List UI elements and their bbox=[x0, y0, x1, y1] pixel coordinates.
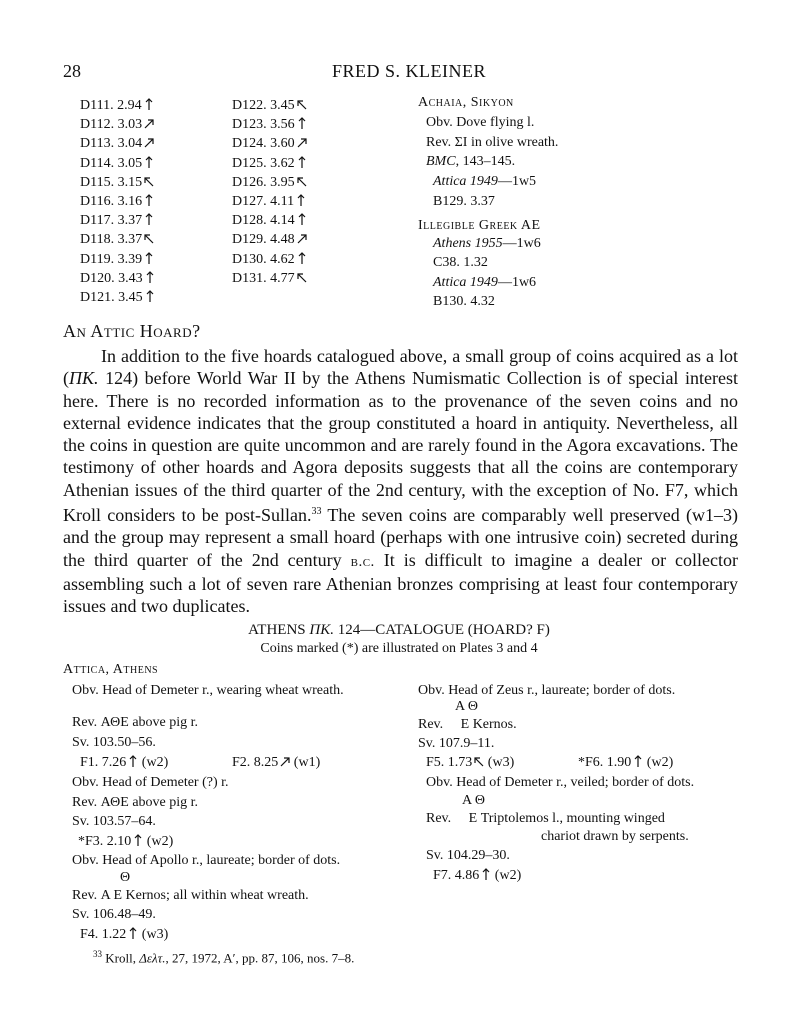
coin-weight: 4.77 bbox=[270, 270, 295, 286]
coin-weight: 3.37 bbox=[117, 213, 143, 229]
coin-entry bbox=[232, 134, 307, 153]
die-axis-up-icon bbox=[128, 927, 138, 939]
coin-f4-weight: F4. 1.22 bbox=[80, 927, 127, 942]
athens-1955-title: Athens 1955 bbox=[433, 236, 503, 251]
coin-f3-weight: *F3. 2.10 bbox=[78, 834, 132, 849]
die-axis-nw-icon bbox=[474, 755, 484, 767]
attica-1949-count: —1w5 bbox=[497, 174, 537, 189]
entry1-reverse: Rev. ΑΘΕ above pig r. bbox=[72, 715, 199, 730]
coin-id: D125. bbox=[232, 155, 267, 171]
attica-1949-title: Attica 1949 bbox=[433, 174, 498, 189]
achaia-reverse: Rev. ΣΙ in olive wreath. bbox=[426, 135, 559, 150]
die-axis-up-icon bbox=[145, 271, 155, 283]
coin-f5-weight: F5. 1.73 bbox=[426, 755, 473, 770]
body-paragraph bbox=[63, 345, 738, 618]
entry2-reverse: Rev. ΑΘΕ above pig r. bbox=[72, 795, 199, 810]
die-axis-nw-icon bbox=[144, 232, 154, 244]
die-axis-up-icon bbox=[133, 834, 143, 846]
footnote-text-post: , 27, 1972, Α′, pp. 87, 106, nos. 7–8. bbox=[165, 950, 355, 966]
page-number: 28 bbox=[63, 61, 81, 81]
attica-1949-ref-a bbox=[433, 175, 536, 189]
footnote-number: 33 bbox=[93, 949, 102, 959]
coin-id: D127. bbox=[232, 193, 267, 209]
coin-weight: 3.43 bbox=[118, 270, 143, 286]
die-axis-up-icon bbox=[145, 290, 155, 302]
body-italic-pk: ΠΚ. bbox=[69, 368, 99, 389]
die-axis-up-icon bbox=[144, 156, 154, 168]
coin-id: D130. bbox=[232, 251, 267, 267]
footnote-reference[interactable]: 33 bbox=[311, 506, 322, 518]
coin-b130: B130. 4.32 bbox=[433, 294, 495, 309]
attica-1949-ref-b bbox=[433, 276, 536, 290]
coin-f7 bbox=[433, 868, 521, 883]
heading-illegible-greek-ae: Illegible Greek AE bbox=[418, 218, 541, 233]
body-text-3: The seven coins are comparably well preserved (w1–3) and the group may represent a small hoard (perhaps with one intrusive coin) secreted during the third quarter of the 2nd century bbox=[63, 505, 738, 570]
die-axis-up-icon bbox=[297, 213, 307, 225]
coin-weight: 3.62 bbox=[270, 155, 295, 171]
catalogue-title-post: 124—CATALOGUE (HOARD? F) bbox=[333, 622, 550, 638]
athens-1955-count: —1w6 bbox=[502, 236, 541, 251]
die-axis-up-icon bbox=[144, 252, 154, 264]
coin-weight: 3.60 bbox=[270, 136, 295, 152]
die-axis-up-icon bbox=[144, 98, 154, 110]
die-axis-nw-icon bbox=[297, 98, 307, 110]
coin-f2-weight: F2. 8.25 bbox=[232, 755, 279, 770]
entry5-monogram: Α Θ bbox=[462, 793, 485, 808]
coin-weight: 3.56 bbox=[270, 117, 295, 133]
coin-weight: 4.48 bbox=[270, 232, 295, 248]
coin-id: D122. bbox=[232, 98, 267, 113]
entry4-svoronos: Sv. 107.9–11. bbox=[418, 736, 495, 751]
coin-f6-wear: (w2) bbox=[646, 755, 674, 770]
die-axis-nw-icon bbox=[297, 271, 307, 283]
coin-entry bbox=[232, 192, 307, 211]
coin-entry bbox=[80, 134, 155, 153]
die-axis-up-icon bbox=[296, 194, 306, 206]
entry3-svoronos: Sv. 106.48–49. bbox=[72, 907, 156, 922]
die-axis-ne-icon bbox=[144, 136, 154, 148]
entry4-obverse: Obv. Head of Zeus r., laureate; border of dots. bbox=[418, 683, 676, 698]
coin-weight: 3.37 bbox=[117, 232, 143, 248]
coin-id: D115. bbox=[80, 174, 115, 190]
coin-id: D112. bbox=[80, 117, 115, 133]
entry5-obverse: Obv. Head of Demeter r., veiled; border of dots. bbox=[426, 775, 695, 790]
entry5-reverse-continued: chariot drawn by serpents. bbox=[541, 829, 689, 844]
coin-id: D123. bbox=[232, 117, 267, 133]
catalogue-title-italic: ΠΚ. bbox=[309, 622, 334, 638]
coin-b129: B129. 3.37 bbox=[433, 194, 495, 209]
coin-id: D126. bbox=[232, 174, 267, 190]
catalogue-subtitle: Coins marked (*) are illustrated on Plates 3 and 4 bbox=[260, 641, 538, 656]
coin-entry bbox=[80, 269, 155, 288]
coin-f5 bbox=[426, 755, 514, 770]
entry3-reverse: Rev. Α Ε Kernos; all within wheat wreath. bbox=[72, 888, 309, 903]
coin-id: D116. bbox=[80, 193, 115, 209]
bmc-title: BMC bbox=[426, 154, 456, 169]
coin-f1-weight: F1. 7.26 bbox=[80, 755, 127, 770]
coin-id: D124. bbox=[232, 136, 267, 152]
coin-id: D128. bbox=[232, 213, 267, 229]
die-axis-ne-icon bbox=[297, 136, 307, 148]
footnote-text-pre: Kroll, bbox=[102, 950, 140, 966]
entry2-svoronos: Sv. 103.57–64. bbox=[72, 814, 156, 829]
region-heading: Attica, Athens bbox=[63, 662, 159, 677]
coin-entry bbox=[232, 269, 307, 288]
body-text-2: 124) before World War II by the Athens Numismatic Collection is of special interest here. There is no recorded information as to the provenance of the seven coins and no external evidence indicates that the group constituted a hoard in antiquity. Nevertheless, all the coins in question are quite uncommon and are rarely found in the Agora excavations. The testimony of other hoards and Agora deposits suggests that all the coins are contemporary Athenian issues of the third quarter of the 2nd century, with the exception of No. F7, which Kroll considers to be post-Sullan. bbox=[63, 368, 738, 526]
coin-id: D121. bbox=[80, 289, 115, 305]
section-heading: An Attic Hoard? bbox=[63, 321, 201, 341]
coin-weight: 3.39 bbox=[117, 251, 143, 267]
coin-f3 bbox=[78, 834, 173, 849]
coin-id: D131. bbox=[232, 270, 267, 286]
coin-weight: 3.05 bbox=[117, 155, 143, 171]
body-text-1: In addition to the five hoards catalogued above, a small group of coins acquired as a lot ( bbox=[63, 346, 738, 389]
coin-entry bbox=[80, 211, 155, 230]
coin-f7-wear: (w2) bbox=[494, 868, 522, 883]
coin-weight: 3.45 bbox=[270, 98, 295, 113]
coin-f1-wear: (w2) bbox=[141, 755, 169, 770]
catalogue-title bbox=[0, 622, 798, 639]
coin-entry bbox=[80, 115, 155, 134]
coin-id: D129. bbox=[232, 232, 267, 248]
catalogue-title-pre: ATHENS bbox=[248, 622, 310, 638]
entry1-obverse: Obv. Head of Demeter r., wearing wheat wreath. bbox=[72, 683, 344, 698]
die-axis-ne-icon bbox=[280, 755, 290, 767]
entry5-reverse: Rev. Ε Triptolemos l., mounting winged bbox=[426, 811, 665, 826]
entry1-svoronos: Sv. 103.50–56. bbox=[72, 735, 156, 750]
die-axis-ne-icon bbox=[297, 232, 307, 244]
achaia-obverse: Obv. Dove flying l. bbox=[426, 115, 535, 130]
coin-weight: 2.94 bbox=[117, 98, 142, 113]
coin-c38: C38. 1.32 bbox=[433, 255, 488, 270]
die-axis-ne-icon bbox=[144, 117, 154, 129]
entry3-monogram: Θ bbox=[120, 870, 131, 885]
achaia-bmc-ref bbox=[426, 155, 515, 169]
coin-f7-weight: F7. 4.86 bbox=[433, 868, 480, 883]
coin-id: D117. bbox=[80, 213, 115, 229]
coin-f4 bbox=[80, 927, 168, 942]
coin-weight: 4.14 bbox=[270, 213, 295, 229]
die-axis-up-icon bbox=[144, 213, 154, 225]
coin-f3-wear: (w2) bbox=[146, 834, 174, 849]
coin-entry bbox=[232, 115, 307, 134]
coin-list-column-1 bbox=[80, 96, 155, 307]
footnote-journal: Δελτ. bbox=[139, 950, 166, 966]
coin-entry bbox=[80, 154, 155, 173]
attica-1949-count: —1w6 bbox=[497, 275, 537, 290]
entry3-obverse: Obv. Head of Apollo r., laureate; border of dots. bbox=[72, 853, 341, 868]
coin-weight: 3.95 bbox=[270, 174, 295, 190]
coin-f6 bbox=[578, 755, 673, 770]
die-axis-up-icon bbox=[297, 117, 307, 129]
coin-entry bbox=[232, 173, 307, 192]
die-axis-up-icon bbox=[297, 252, 307, 264]
heading-achaia-sikyon: Achaia, Sikyon bbox=[418, 95, 514, 110]
coin-entry bbox=[232, 154, 307, 173]
coin-id: D118. bbox=[80, 232, 115, 248]
entry4-monogram: Α Θ bbox=[455, 699, 478, 714]
coin-weight: 3.03 bbox=[117, 117, 143, 133]
coin-weight: 3.16 bbox=[117, 193, 143, 209]
coin-f5-wear: (w3) bbox=[487, 755, 515, 770]
coin-entry bbox=[80, 250, 155, 269]
bmc-pages: , 143–145. bbox=[455, 154, 516, 169]
die-axis-up-icon bbox=[144, 194, 154, 206]
coin-entry bbox=[232, 211, 307, 230]
die-axis-nw-icon bbox=[297, 175, 307, 187]
footnote bbox=[93, 949, 354, 966]
coin-weight: 4.11 bbox=[270, 193, 295, 209]
coin-entry bbox=[80, 192, 155, 211]
coin-weight: 3.45 bbox=[118, 289, 143, 305]
running-header-author: FRED S. KLEINER bbox=[332, 61, 487, 81]
body-text-4: It is difficult to imagine a dealer or collector assembling such a lot of seven rare Athenian bronzes comprising at least four contemporary issues and two duplicates. bbox=[63, 549, 738, 617]
coin-f2-wear: (w1) bbox=[293, 755, 321, 770]
coin-entry bbox=[232, 250, 307, 269]
coin-entry bbox=[232, 96, 307, 115]
coin-weight: 4.62 bbox=[270, 251, 295, 267]
entry2-obverse: Obv. Head of Demeter (?) r. bbox=[72, 775, 229, 790]
coin-entry bbox=[232, 230, 307, 249]
die-axis-up-icon bbox=[128, 755, 138, 767]
coin-id: D120. bbox=[80, 270, 115, 286]
coin-weight: 3.15 bbox=[117, 174, 143, 190]
coin-f2 bbox=[232, 755, 320, 770]
coin-id: D114. bbox=[80, 155, 115, 171]
die-axis-up-icon bbox=[633, 755, 643, 767]
die-axis-up-icon bbox=[481, 868, 491, 880]
entry5-svoronos: Sv. 104.29–30. bbox=[426, 848, 510, 863]
attica-1949-title: Attica 1949 bbox=[433, 275, 498, 290]
coin-f4-wear: (w3) bbox=[141, 927, 169, 942]
coin-id: D119. bbox=[80, 251, 115, 267]
coin-weight: 3.04 bbox=[117, 136, 143, 152]
coin-entry bbox=[80, 230, 155, 249]
coin-entry bbox=[80, 96, 155, 115]
coin-f1 bbox=[80, 755, 168, 770]
coin-id: D111. bbox=[80, 98, 114, 113]
die-axis-up-icon bbox=[297, 156, 307, 168]
coin-f6-weight: *F6. 1.90 bbox=[578, 755, 632, 770]
coin-entry bbox=[80, 173, 155, 192]
coin-entry bbox=[80, 288, 155, 307]
coin-list-column-2 bbox=[232, 96, 307, 288]
body-bc: b.c. bbox=[350, 553, 375, 570]
entry4-reverse: Rev. Ε Kernos. bbox=[418, 717, 517, 732]
athens-1955-ref bbox=[433, 237, 541, 251]
die-axis-nw-icon bbox=[144, 175, 154, 187]
coin-id: D113. bbox=[80, 136, 115, 152]
